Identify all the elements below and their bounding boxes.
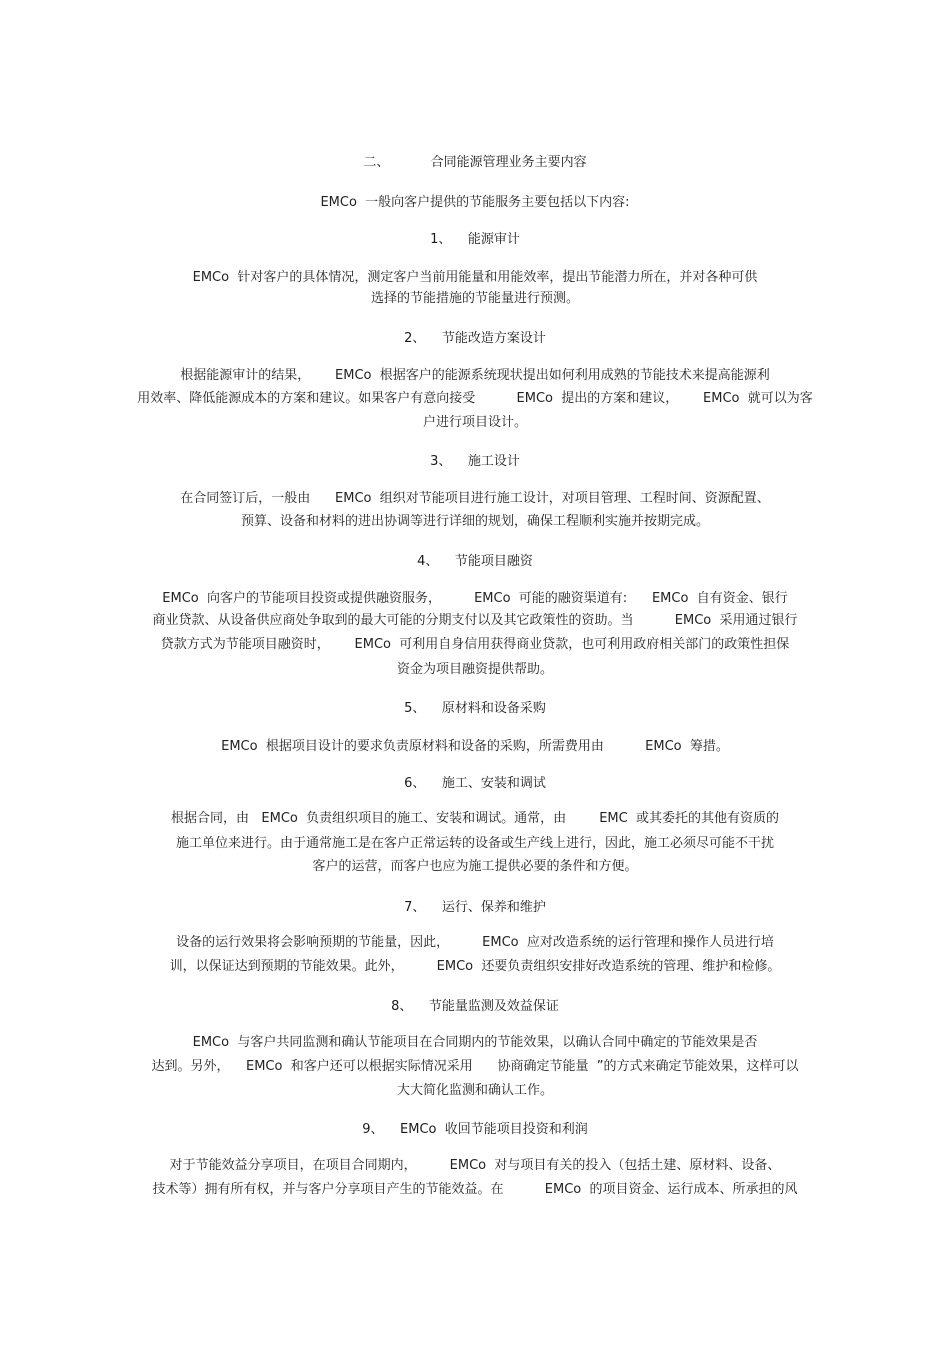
- intro-paragraph: EMCo 一般向客户提供的节能服务主要包括以下内容:: [320, 195, 630, 210]
- paragraph-line: EMCo 向客户的节能项目投资或提供融资服务， EMCo 可能的融资渠道有: EMCo 自有资金、银行: [162, 591, 788, 606]
- item-heading: 4、 节能项目融资: [417, 554, 533, 569]
- item-heading: 9、 EMCo 收回节能项目投资和利润: [362, 1122, 588, 1137]
- paragraph-line: EMCo 针对客户的具体情况，测定客户当前用能量和用能效率，提出节能潜力所在，并对各种可供: [192, 270, 758, 285]
- paragraph-line: 技术等）拥有所有权，并与客户分享项目产生的节能效益。在 EMCo 的项目资金、运行成本、所承担的风: [152, 1182, 798, 1197]
- paragraph-line: 用效率、降低能源成本的方案和建议。如果客户有意向接受 EMCo 提出的方案和建议， EMCo 就可以为客: [137, 391, 813, 406]
- paragraph-line: 达到。另外， EMCo 和客户还可以根据实际情况采用 协商确定节能量 ”的方式来确定节能效果，这样可以: [151, 1059, 799, 1074]
- paragraph-line: 在合同签订后，一般由 EMCo 组织对节能项目进行施工设计，对项目管理、工程时间、资源配置、: [180, 491, 770, 506]
- paragraph-line: 户进行项目设计。: [422, 415, 527, 430]
- paragraph-line: 客户的运营，而客户也应为施工提供必要的条件和方便。: [312, 859, 638, 874]
- paragraph-line: 预算、设备和材料的进出协调等进行详细的规划，确保工程顺利实施并按期完成。: [240, 514, 709, 529]
- item-heading: 2、 节能改造方案设计: [404, 331, 546, 346]
- item-heading: 1、 能源审计: [430, 232, 520, 247]
- paragraph-line: 根据合同，由 EMCo 负责组织项目的施工、安装和调试。通常，由 EMC 或其委托的其他有资质的: [171, 811, 779, 826]
- paragraph-line: 施工单位来进行。由于通常施工是在客户正常运转的设备或生产线上进行，因此，施工必须尽可能不干扰: [175, 836, 774, 851]
- item-heading: 8、 节能量监测及效益保证: [391, 999, 559, 1014]
- paragraph-line: 大大简化监测和确认工作。: [396, 1083, 553, 1098]
- paragraph-line: EMCo 根据项目设计的要求负责原材料和设备的采购，所需费用由 EMCo 筹措。: [221, 739, 729, 754]
- section-title: 二、 合同能源管理业务主要内容: [363, 155, 587, 170]
- paragraph-line: 对于节能效益分享项目，在项目合同期内， EMCo 对与项目有关的投入（包括土建、原材料、设备、: [169, 1158, 781, 1173]
- paragraph-line: 训，以保证达到预期的节能效果。此外， EMCo 还要负责组织安排好改造系统的管理、维护和检修。: [169, 959, 781, 974]
- item-heading: 3、 施工设计: [430, 454, 520, 469]
- paragraph-line: 根据能源审计的结果， EMCo 根据客户的能源系统现状提出如何利用成熟的节能技术来提高能源利: [180, 368, 770, 383]
- paragraph-line: 设备的运行效果将会影响预期的节能量，因此， EMCo 应对改造系统的运行管理和操作人员进行培: [176, 935, 774, 950]
- paragraph-line: 选择的节能措施的节能量进行预测。: [370, 291, 579, 306]
- item-heading: 5、 原材料和设备采购: [404, 701, 546, 716]
- paragraph-line: EMCo 与客户共同监测和确认节能项目在合同期内的节能效果，以确认合同中确定的节能效果是否: [192, 1035, 758, 1050]
- item-heading: 7、 运行、保养和维护: [404, 900, 546, 915]
- paragraph-line: 商业贷款、从设备供应商处争取到的最大可能的分期支付以及其它政策性的资助。当 EMCo 采用通过银行: [152, 613, 798, 628]
- item-heading: 6、 施工、安装和调试: [404, 776, 546, 791]
- paragraph-line: 贷款方式为节能项目融资时， EMCo 可利用自身信用获得商业贷款，也可利用政府相关部门的政策性担保: [160, 637, 790, 652]
- paragraph-line: 资金为项目融资提供帮助。: [396, 662, 553, 677]
